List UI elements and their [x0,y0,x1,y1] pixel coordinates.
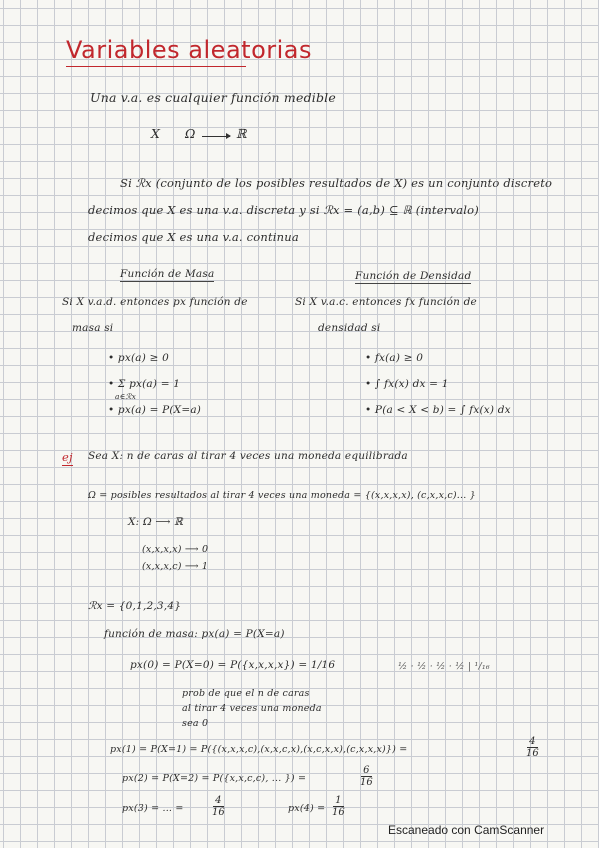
mass-bullet-1: • px(a) ≥ 0 [108,352,169,364]
mass-bullet-2-sub: a∈ℛx [115,392,137,401]
example-note-1: prob de que el n de caras [182,688,310,699]
map-omega: Ω [185,126,196,141]
title-underline [66,66,246,67]
example-pmf-label: función de masa: px(a) = P(X=a) [104,628,285,640]
example-p4: px(4) = [288,803,326,814]
map-arrow-icon [202,136,230,137]
example-note-2: al tirar 4 veces una moneda [182,703,322,714]
definition-line-1: Si ℛx (conjunto de los posibles resultados de X) es un conjunto discreto [120,176,553,190]
density-bullet-1: • fx(a) ≥ 0 [365,352,424,364]
map-domain-x: X [151,126,161,141]
density-def-line-1: Si X v.a.c. entonces fx función de [295,296,477,308]
example-range: ℛx = {0,1,2,3,4} [88,600,182,612]
example-label: ej [62,450,73,464]
p3-denominator: 16 [212,807,225,818]
example-p0: px(0) = P(X=0) = P({x,x,x,x}) = 1/16 [130,659,336,671]
example-map-2: (x,x,x,c) ⟶ 1 [142,561,209,572]
example-p0-side: ½ · ½ · ½ · ½ | ¹/₁₆ [398,661,490,672]
mass-bullet-3: • px(a) = P(X=a) [108,404,202,416]
example-map: X: Ω ⟶ ℝ [128,516,184,528]
mass-def-line-2: masa si [72,322,114,334]
definition-line-3: decimos que X es una v.a. continua [88,230,299,244]
example-map-1: (x,x,x,x) ⟶ 0 [142,544,209,555]
example-omega: Ω = posibles resultados al tirar 4 veces una moneda = {(x,x,x,x), (c,x,x,c)... } [88,490,476,501]
example-p2-fraction [360,765,373,788]
p2-denominator: 16 [360,777,373,788]
map-real: ℝ [236,126,247,141]
example-note-3: sea 0 [182,718,209,729]
p4-numerator: 1 [335,795,342,806]
mass-function-heading: Función de Masa [120,268,215,280]
example-p3: px(3) = ... = [122,803,184,814]
example-p1-fraction [526,736,539,759]
example-p1: px(1) = P(X=1) = P({(x,x,x,c),(x,x,c,x),(x,c,x,x),(c,x,x,x)}) = [110,744,408,755]
p4-denominator: 16 [332,807,345,818]
p3-numerator: 4 [215,795,222,806]
density-function-heading: Función de Densidad [355,270,472,282]
p2-numerator: 6 [363,765,370,776]
definition-line-2: decimos que X es una v.a. discreta y si ℛx = (a,b) ⊆ ℝ (intervalo) [88,203,479,217]
mass-bullet-2: • Σ px(a) = 1 [108,378,181,390]
density-bullet-2: • ∫ fx(x) dx = 1 [365,378,449,390]
p1-numerator: 4 [529,736,536,747]
example-p4-fraction [332,795,345,818]
density-bullet-3: • P(a < X < b) = ∫ fx(x) dx [365,404,511,416]
example-p2: px(2) = P(X=2) = P({x,x,c,c), ... }) = [122,773,307,784]
scanner-watermark: Escaneado con CamScanner [388,823,545,837]
example-p3-fraction [212,795,225,818]
density-def-line-2: densidad si [318,322,381,334]
page-title: Variables aleatorias [66,36,312,64]
intro-text: Una v.a. es cualquier función medible [90,90,336,105]
p1-denominator: 16 [526,748,539,759]
example-statement: Sea X: n de caras al tirar 4 veces una moneda equilibrada [88,450,408,462]
mass-def-line-1: Si X v.a.d. entonces px función de [62,296,248,308]
